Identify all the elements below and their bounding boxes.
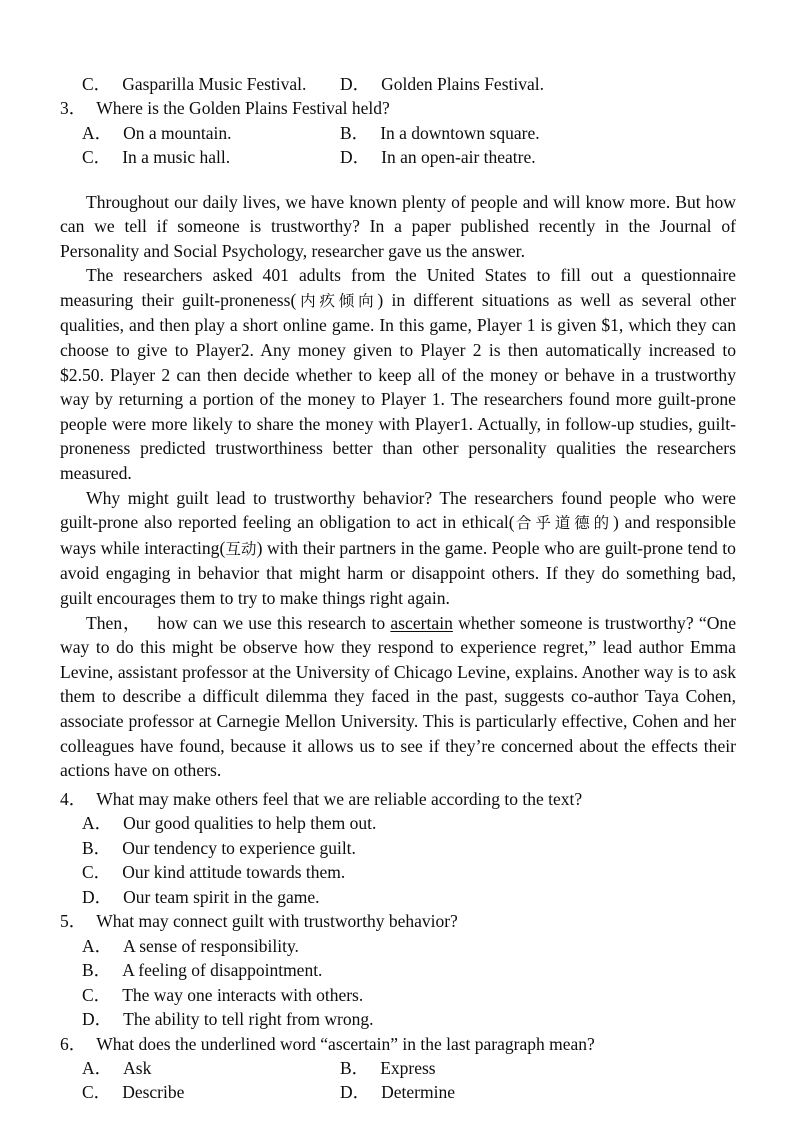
option-letter: D． bbox=[340, 146, 371, 167]
question-number: 4． bbox=[60, 788, 87, 809]
option-text: The ability to tell right from wrong. bbox=[123, 1009, 374, 1030]
option-d[interactable] bbox=[340, 72, 544, 96]
option-letter: A． bbox=[82, 813, 113, 834]
question-6-option-a[interactable] bbox=[82, 1056, 151, 1080]
option-c[interactable] bbox=[82, 72, 306, 96]
option-letter: A． bbox=[82, 122, 113, 143]
option-letter: C． bbox=[82, 1082, 112, 1103]
option-letter: D． bbox=[82, 886, 113, 907]
question-4-option-b[interactable] bbox=[60, 836, 736, 861]
option-letter: B． bbox=[340, 1058, 370, 1079]
option-d[interactable] bbox=[340, 145, 536, 169]
option-row bbox=[60, 1080, 736, 1104]
question-6-option-b[interactable] bbox=[340, 1056, 436, 1080]
option-text: Ask bbox=[123, 1058, 152, 1079]
option-row bbox=[60, 1056, 736, 1080]
option-row bbox=[60, 72, 736, 96]
p4-segment-1: how can we use this research to bbox=[157, 612, 391, 633]
question-text: What may make others feel that we are reliable according to the text? bbox=[96, 788, 583, 809]
question-text: What may connect guilt with trustworthy behavior? bbox=[96, 911, 458, 932]
question-number: 5． bbox=[60, 911, 87, 932]
section-spacer bbox=[60, 169, 736, 190]
option-letter: B． bbox=[340, 122, 370, 143]
option-text: Our good qualities to help them out. bbox=[123, 813, 377, 834]
option-letter: C． bbox=[82, 74, 112, 94]
option-text: Determine bbox=[381, 1082, 455, 1103]
option-text: On a mountain. bbox=[123, 122, 232, 143]
option-text: In an open-air theatre. bbox=[381, 146, 536, 167]
p2-segment-2: ) in different situations as well as several other qualities, and then play a short online game. In this game, Player 1 is given $1, which they can choose to give to Player2. Any money given to Player 2 is then automatically increased to $2.50. Player 2 can then decide whether to keep all of the money or behave in a trustworthy way by returning a portion of the money to Player 1. The researchers found more guilt-prone people were more likely to share the money with Player1. Actually, in follow-up studies, guilt-proneness predicted trustworthiness better than other personality qualities the researchers measured. bbox=[60, 289, 736, 484]
option-text: A feeling of disappointment. bbox=[122, 960, 323, 981]
p4-segment-2: whether someone is trustworthy? “One way to do this might be observe how they respond to experience regret,” lead author Emma Levine, assistant professor at the University of Chicago Levine, explains. Another way is to ask them to describe a difficult dilemma they faced in the past, suggests co-author Taya Cohen, associate professor at Carnegie Mellon University. This is particularly effective, Cohen and her colleagues have found, because it allows us to see if they’re concerned about the effects their actions have on others. bbox=[60, 612, 737, 781]
option-text: The way one interacts with others. bbox=[122, 984, 364, 1005]
question-5-option-b[interactable] bbox=[60, 958, 736, 983]
question-4-option-a[interactable] bbox=[60, 811, 736, 836]
option-letter: C． bbox=[82, 862, 112, 883]
option-letter: C． bbox=[82, 146, 112, 167]
question-4-option-c[interactable] bbox=[60, 860, 736, 885]
option-letter: A． bbox=[82, 1058, 113, 1079]
option-letter: D． bbox=[340, 74, 371, 94]
option-text: In a music hall. bbox=[122, 146, 231, 167]
passage-paragraph-1: Throughout our daily lives, we have known plenty of people and will know more. But how can we tell if someone is trustworthy? In a paper published recently in the Journal of Personality and Social Psychology, researcher gave us the answer. bbox=[60, 191, 736, 261]
option-row bbox=[60, 121, 736, 145]
chinese-gloss-ethical: 合乎道德的 bbox=[514, 514, 614, 533]
option-letter: A． bbox=[82, 935, 113, 956]
question-4-stem bbox=[60, 787, 736, 812]
passage-paragraph-2 bbox=[60, 263, 736, 485]
question-5-option-d[interactable] bbox=[60, 1007, 736, 1032]
option-text: In a downtown square. bbox=[380, 122, 540, 143]
option-text: Express bbox=[380, 1058, 436, 1079]
passage-paragraph-3 bbox=[60, 486, 736, 611]
option-text: Describe bbox=[122, 1082, 185, 1103]
question-3-stem bbox=[60, 96, 736, 121]
option-letter: C． bbox=[82, 984, 112, 1005]
question-number: 6． bbox=[60, 1033, 87, 1054]
option-row bbox=[60, 145, 736, 169]
option-text: Our kind attitude towards them. bbox=[122, 862, 346, 883]
question-6-stem bbox=[60, 1032, 736, 1057]
chinese-gloss-guilt-proneness: 内疚倾向 bbox=[296, 291, 378, 310]
option-c[interactable] bbox=[82, 145, 230, 169]
question-5-stem bbox=[60, 909, 736, 934]
question-6-option-d[interactable] bbox=[340, 1080, 455, 1104]
question-4-option-d[interactable] bbox=[60, 885, 736, 910]
option-letter: B． bbox=[82, 960, 112, 981]
question-5-option-a[interactable] bbox=[60, 934, 736, 959]
option-text: Our tendency to experience guilt. bbox=[122, 837, 356, 858]
p3-segment-2: ) and responsible ways while interacting( bbox=[60, 512, 736, 558]
question-text: Where is the Golden Plains Festival held? bbox=[96, 98, 390, 118]
option-text: Gasparilla Music Festival. bbox=[122, 74, 307, 94]
p4-then: Then， bbox=[86, 612, 142, 633]
chinese-gloss-interacting: 互动 bbox=[225, 539, 257, 558]
option-letter: B． bbox=[82, 837, 112, 858]
question-number: 3． bbox=[60, 98, 87, 118]
question-text: What does the underlined word “ascertain” in the last paragraph mean? bbox=[96, 1033, 595, 1054]
option-text: A sense of responsibility. bbox=[123, 935, 299, 956]
option-letter: D． bbox=[82, 1009, 113, 1030]
p3-segment-1: Why might guilt lead to trustworthy behavior? The researchers found people who were guilt-prone also reported feeling an obligation to act in ethical( bbox=[60, 487, 736, 533]
underlined-word-ascertain: ascertain bbox=[390, 612, 453, 633]
question-6-option-c[interactable] bbox=[82, 1080, 184, 1104]
passage-paragraph-4 bbox=[60, 611, 736, 783]
question-5-option-c[interactable] bbox=[60, 983, 736, 1008]
p2-segment-1: The researchers asked 401 adults from the United States to fill out a questionnaire measuring their guilt-proneness( bbox=[60, 265, 736, 310]
option-b[interactable] bbox=[340, 121, 540, 145]
p3-segment-3: ) with their partners in the game. People who are guilt-prone tend to avoid engaging in behavior that might harm or disappoint others. If they do something bad, guilt encourages them to try to make things right again. bbox=[60, 537, 736, 608]
option-letter: D． bbox=[340, 1082, 371, 1103]
option-text: Our team spirit in the game. bbox=[123, 886, 320, 907]
page-content bbox=[60, 72, 736, 1104]
option-a[interactable] bbox=[82, 121, 232, 145]
option-text: Golden Plains Festival. bbox=[381, 74, 544, 94]
